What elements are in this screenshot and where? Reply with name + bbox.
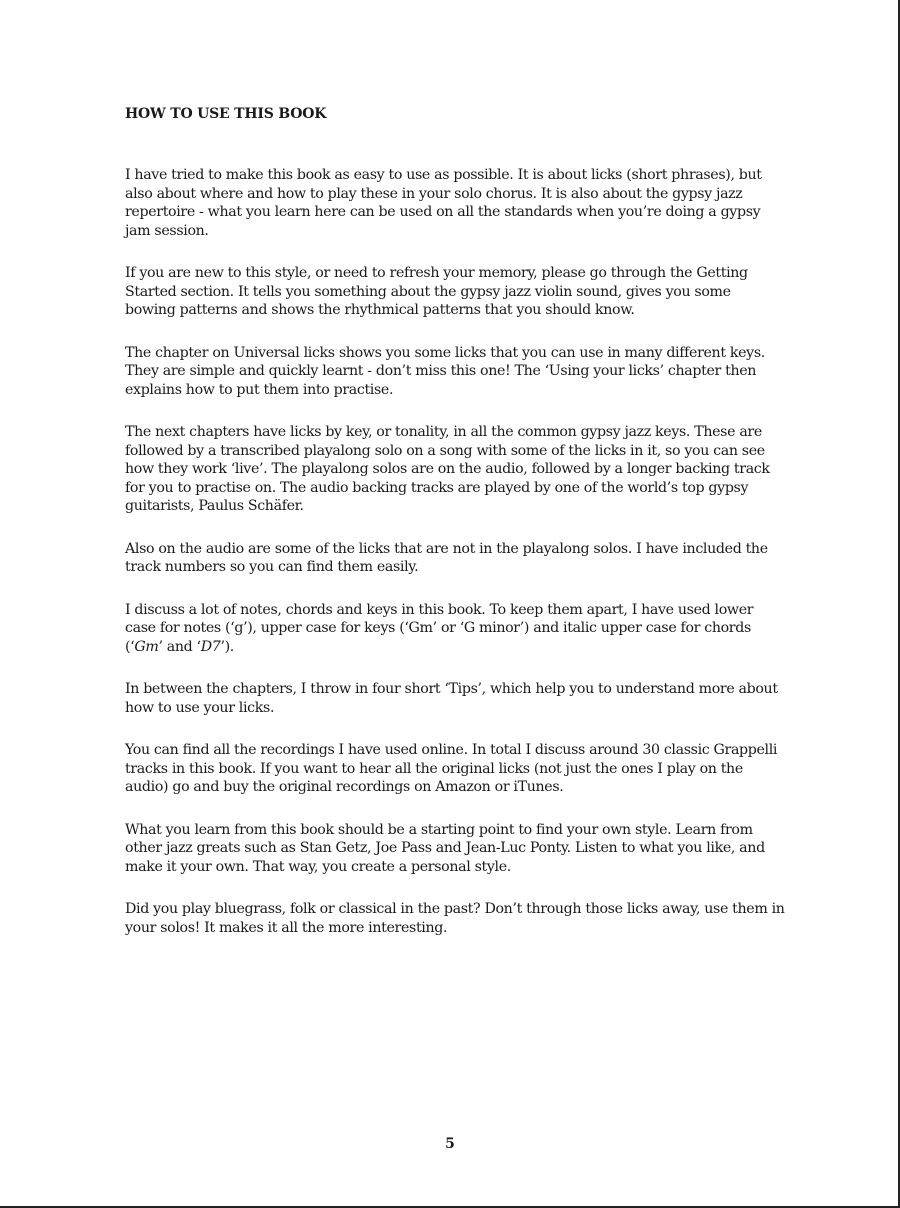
paragraph-universal-licks: The chapter on Universal licks shows you some licks that you can use in many different keys. They are simple and quickly learnt - don’t miss this one! The ‘Using your licks’ chapter then explains how to put them into practise. bbox=[125, 344, 765, 398]
section-heading: HOW TO USE THIS BOOK bbox=[125, 106, 327, 122]
page-number: 5 bbox=[445, 1136, 455, 1152]
paragraph-bluegrass: Did you play bluegrass, folk or classical in the past? Don’t through those licks away, use them in your solos! It makes it all the more interesting. bbox=[125, 901, 785, 936]
page-content bbox=[125, 104, 785, 961]
paragraph-getting-started: If you are new to this style, or need to refresh your memory, please go through the Getting Started section. It tells you something about the gypsy jazz violin sound, gives you some bowing patterns and shows the rhythmical patterns that you should know. bbox=[125, 265, 748, 318]
paragraph-intro: I have tried to make this book as easy to use as possible. It is about licks (short phrases), but also about where and how to play these in your solo chorus. It is also about the gypsy jazz repertoire - what you learn here can be used on all the standards when you’re doing a gypsy jam session. bbox=[125, 167, 762, 239]
paragraph-key-chapters: The next chapters have licks by key, or tonality, in all the common gypsy jazz keys. These are followed by a transcribed playalong solo on a song with some of the licks in it, so you can see how they work ‘live’. The playalong solos are on the audio, followed by a longer backing track for you to practise on. The audio backing tracks are played by one of the world’s top gypsy guitarists, Paulus Schäfer. bbox=[125, 424, 770, 514]
paragraph-audio: Also on the audio are some of the licks that are not in the playalong solos. I have included the track numbers so you can find them easily. bbox=[125, 540, 768, 575]
notation-text-1: I discuss a lot of notes, chords and keys in this book. To keep them apart, I have used lower case for notes (‘g’), upper case for keys (‘Gm’ or ‘G minor’) and italic upper case for chords (‘ bbox=[125, 601, 754, 655]
chord-d7: D7 bbox=[200, 638, 221, 655]
paragraph-recordings: You can find all the recordings I have used online. In total I discuss around 30 classic Grappelli tracks in this book. If you want to hear all the original licks (not just the ones I play on the audio) go and buy the original recordings on Amazon or iTunes. bbox=[125, 742, 778, 795]
paragraph-own-style: What you learn from this book should be a starting point to find your own style. Learn from other jazz greats such as Stan Getz, Joe Pass and Jean-Luc Ponty. Listen to what you like, and make it your own. That way, you create a personal style. bbox=[125, 821, 765, 875]
notation-text-2: ’ and ‘ bbox=[158, 638, 201, 655]
notation-text-3: ’). bbox=[220, 638, 234, 655]
paragraph-tips: In between the chapters, I throw in four short ‘Tips’, which help you to understand more about how to use your licks. bbox=[125, 681, 778, 716]
paragraph-notation bbox=[125, 601, 785, 657]
chord-gm: Gm bbox=[134, 638, 159, 655]
